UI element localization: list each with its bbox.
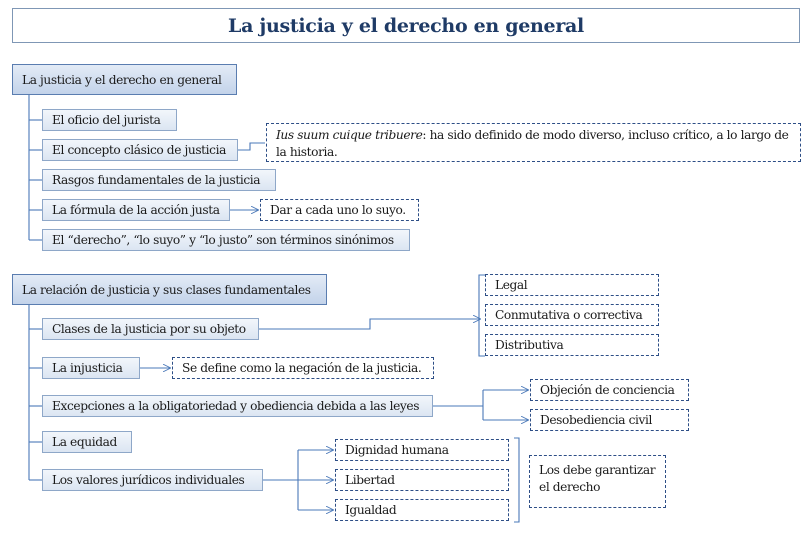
excepcion-objecion-conciencia: Objeción de conciencia: [530, 379, 689, 401]
item-rasgos-fundamentales: Rasgos fundamentales de la justicia: [42, 169, 276, 191]
excepcion-desobediencia-civil: Desobediencia civil: [530, 409, 689, 431]
item-equidad: La equidad: [42, 431, 132, 453]
note-formula: Dar a cada uno lo suyo.: [260, 199, 419, 221]
note-valores-garantia: Los debe garantizar el derecho: [529, 455, 666, 508]
item-concepto-clasico: El concepto clásico de justicia: [42, 139, 238, 161]
valor-dignidad-humana: Dignidad humana: [335, 439, 509, 461]
section1-header: La justicia y el derecho en general: [12, 64, 237, 95]
clases-arrow: [259, 319, 480, 329]
item-clases-justicia: Clases de la justicia por su objeto: [42, 318, 259, 340]
valores-bracket: [514, 438, 519, 522]
note-concept-text: : ha sido definido de modo diverso, incluso crítico, a lo largo de la historia.: [276, 128, 789, 159]
note-italic-latin: Ius suum cuique tribuere: [276, 128, 423, 142]
diagram-title-box: [12, 8, 800, 43]
note-concepto-clasico: [266, 123, 801, 162]
item-terminos-sinonimos: El “derecho”, “lo suyo” y “lo justo” son términos sinónimos: [42, 229, 410, 251]
item-formula-accion-justa: La fórmula de la acción justa: [42, 199, 230, 221]
item-excepciones: Excepciones a la obligatoriedad y obediencia debida a las leyes: [42, 395, 433, 417]
concept-connector: [238, 143, 265, 150]
valor-igualdad: Igualdad: [335, 499, 509, 521]
diagram-title: La justicia y el derecho en general: [228, 14, 584, 37]
item-oficio-jurista: El oficio del jurista: [42, 109, 177, 131]
item-injusticia: La injusticia: [42, 357, 140, 379]
note-injusticia: Se define como la negación de la justicia.: [172, 357, 434, 379]
clase-legal: Legal: [485, 274, 659, 296]
clase-distributiva: Distributiva: [485, 334, 659, 356]
clase-conmutativa: Conmutativa o correctiva: [485, 304, 659, 326]
section2-header: La relación de justicia y sus clases fundamentales: [12, 274, 327, 305]
item-valores-juridicos: Los valores jurídicos individuales: [42, 469, 263, 491]
valor-libertad: Libertad: [335, 469, 509, 491]
